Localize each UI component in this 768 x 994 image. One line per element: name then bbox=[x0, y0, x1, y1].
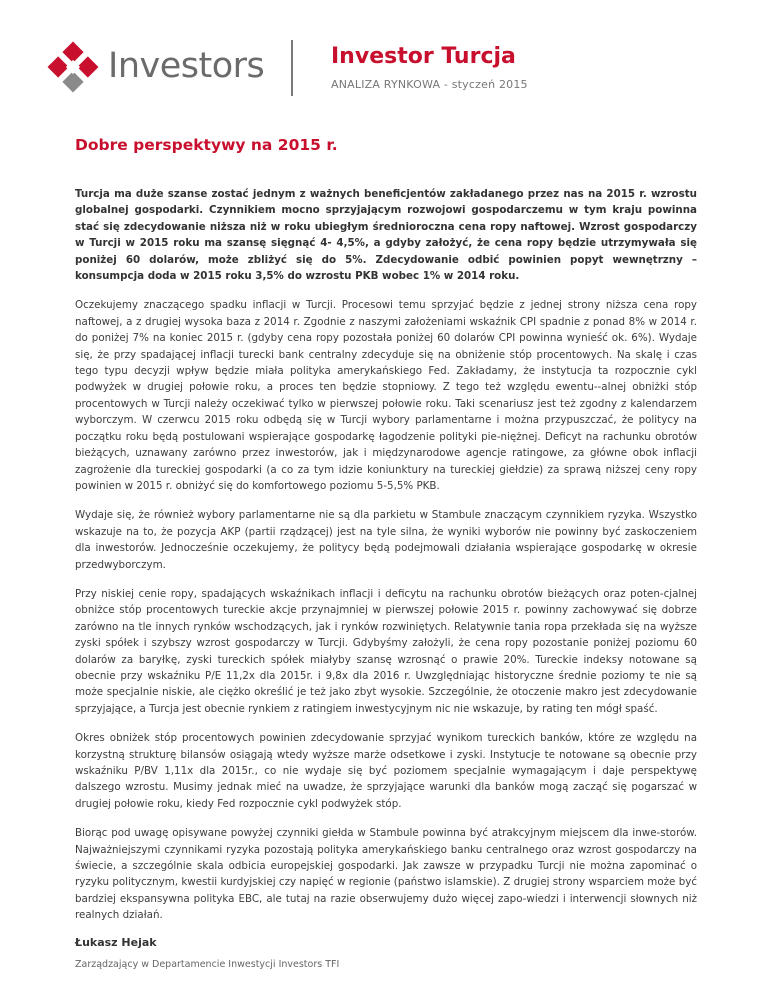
header-divider bbox=[291, 40, 293, 96]
author-name: Łukasz Hejak bbox=[75, 935, 157, 949]
article bbox=[75, 130, 697, 970]
paragraph: Okres obniżek stóp procentowych powinien zdecydowanie sprzyjać wynikom tureckich banków, które ze względu na korzystną strukturę bilansów osiągają wtedy wyższe marże odsetkowe i zyski. Instytucje te notowane są obecnie przy wskaźniku P/BV 1,11x dla 2015r., co nie wydaje się być poziomem specjalnie wymagającym i daje perspektywę dalszego wzrostu. Musimy jednak mieć na uwadze, że sprzyjające warunki dla banków mogą zacząć się pogarszać w drugiej połowie roku, kiedy Fed rozpocznie cykl podwyżek stóp. bbox=[75, 732, 697, 810]
paragraph: Przy niskiej cenie ropy, spadających wskaźnikach inflacji i deficytu na rachunku obrotów bieżących oraz poten-cjalnej obniżce stóp procentowych tureckie akcje przynajmniej w pierwszej połowie 2015 r. powinny zachowywać się dobrze zarówno na tle innych rynków wschodzących, jak i rynków rozwiniętych. Relatywnie tania ropa przekłada się na wyższe zyski spółek i szybszy wzrost gospodarczy w Turcji. Gdybyśmy założyli, że cena ropy pozostanie poniżej poziomu 60 dolarów za baryłkę, zyski tureckich spółek miałyby szansę wzrosnąć o prawie 20%. Tureckie indeksy notowane są obecnie przy wskaźniku P/E 11,2x dla 2015r. i 9,8x dla 2016 r. Uwzględniając historyczne średnie poziomy te nie są może specjalnie niskie, ale ciężko określić je też jako zbyt wysokie. Szczególnie, że otoczenie makro jest zdecydowanie sprzyjające, a Turcja jest obecnie rynkiem z ratingiem inwestycyjnym nic nie wskazuje, by rating ten mógł spaść. bbox=[75, 587, 697, 715]
paragraph: Biorąc pod uwagę opisywane powyżej czynniki giełda w Stambule powinna być atrakcyjnym miejscem dla inwe-storów. Najważniejszymi czynnikami ryzyka pozostają polityka amerykańskiego banku centralnego oraz wzrost gospodarczy na świecie, a szczególnie skala odbicia europejskiej gospodarki. Jak zawsze w przypadku Turcji nie można zapominać o ryzyku politycznym, kwestii kurdyjskiej czy napięć w regionie (państwo islamskie). Z drugiej strony wsparciem może być bardziej ekspansywna polityka EBC, ale tutaj na razie obserwujemy dużo więcej zapo-wiedzi i interwencji słownych niż realnych działań. bbox=[75, 827, 697, 922]
investors-logo-icon bbox=[46, 40, 100, 94]
article-heading: Dobre perspektywy na 2015 r. bbox=[75, 136, 338, 154]
author-role: Zarządzający w Departamencie Inwestycji Investors TFI bbox=[75, 958, 340, 970]
report-subtitle: ANALIZA RYNKOWA - styczeń 2015 bbox=[331, 78, 528, 91]
report-title: Investor Turcja bbox=[331, 44, 516, 69]
paragraph: Wydaje się, że również wybory parlamentarne nie są dla parkietu w Stambule znaczącym czynnikiem ryzyka. Wszystko wskazuje na to, że pozycja AKP (partii rządzącej) jest na tyle silna, że wyniki wyborów nie powinny być zaskoczeniem dla inwestorów. Jednocześnie oczekujemy, że politycy będą podejmowali działania wspierające gospodarkę w okresie przedwyborczym. bbox=[75, 509, 697, 571]
paragraph: Oczekujemy znaczącego spadku inflacji w Turcji. Procesowi temu sprzyjać będzie z jednej strony niższa cena ropy naftowej, a z drugiej wysoka baza z 2014 r. Zgodnie z naszymi założeniami wskaźnik CPI spadnie z ponad 8% w 2014 r. do poniżej 7% na koniec 2015 r. (gdyby cena ropy pozostała poniżej 60 dolarów CPI powinna wynieść ok. 6%). Wydaje się, że przy spadającej inflacji turecki bank centralny zdecyduje się na obniżenie stóp procentowych. Na skalę i czas tego typu decyzji wpływ będzie miała polityka amerykańskiego Fed. Zakładamy, że instytucja ta rozpocznie cykl podwyżek w drugiej połowie roku, a proces ten będzie stopniowy. Z tego też względu ewentu-‑alnej obniżki stóp procentowych w Turcji należy oczekiwać tylko w pierwszej połowie roku. Taki scenariusz jest też zgodny z kalendarzem wyborczym. W czerwcu 2015 roku odbędą się w Turcji wybory parlamentarne i można przypuszczać, że politycy na początku roku będą postulowani wspierające gospodarkę łagodzenie polityki pie-niężnej. Deficyt na rachunku obrotów bieżących, uznawany zarówno przez inwestorów, jak i międzynarodowe agencje ratingowe, za główne obok inflacji zagrożenie dla tureckiej gospodarki (a co za tym idzie koniunktury na tureckiej giełdzie) za sprawą niższej ceny ropy powinien w 2015 r. obniżyć się do komfortowego poziomu 5-5,5% PKB. bbox=[75, 299, 697, 492]
page-header bbox=[0, 0, 768, 110]
logo-text: Investors bbox=[108, 46, 265, 86]
lead-paragraph: Turcja ma duże szanse zostać jednym z ważnych beneficjentów zakładanego przez nas na 2015 r. wzrostu globalnej gospodarki. Czynnikiem mocno sprzyjającym rozwojowi gospodarczemu w tym kraju powinna stać się zdecydowanie niższa niż w roku ubiegłym średnioroczna cena ropy naftowej. Wzrost gospodarczy w Turcji w 2015 roku ma szansę sięgnąć 4- 4,5%, a gdyby założyć, że cena ropy będzie utrzymywała się poniżej 60 dolarów, może zbliżyć się do 5%. Zdecydowanie odbić powinien popyt wewnętrzny – konsumpcja doda w 2015 roku 3,5% do wzrostu PKB wobec 1% w 2014 roku. bbox=[75, 188, 697, 283]
